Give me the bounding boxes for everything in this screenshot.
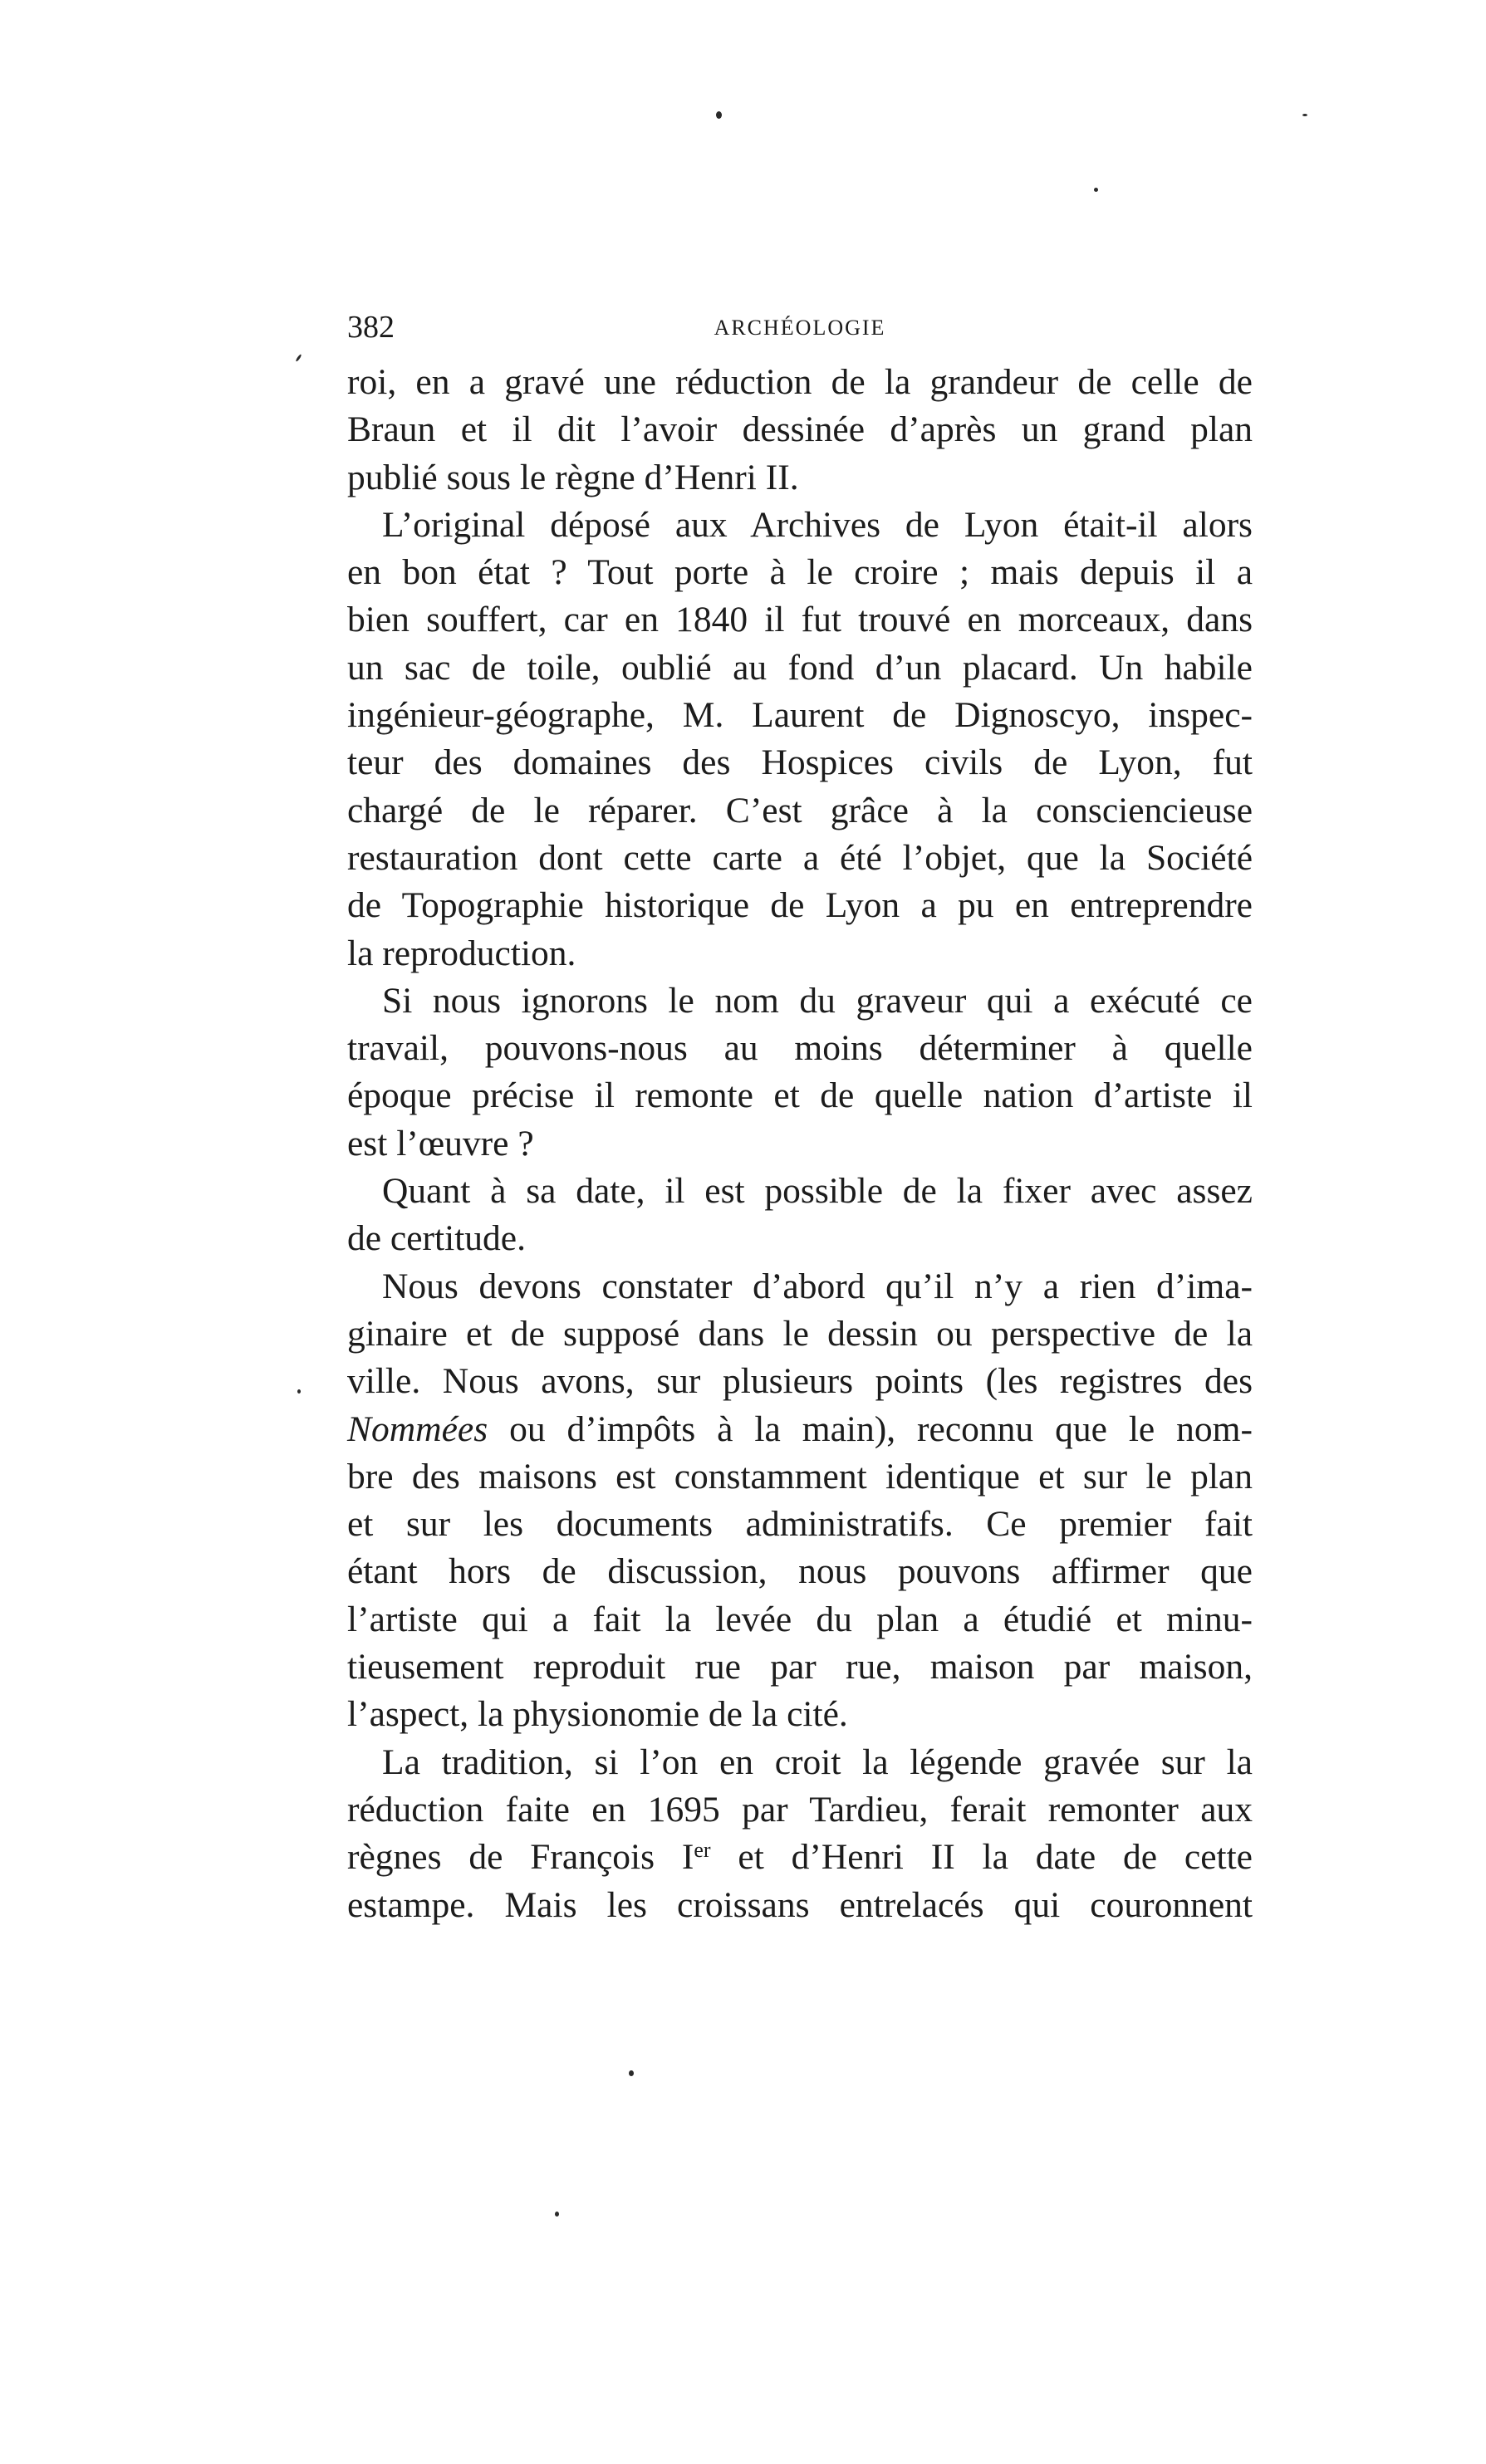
text-line: époque précise il remonte et de quelle nation d’artiste il [347, 1075, 1253, 1116]
page-number: 382 [347, 310, 395, 345]
line-segment: ou d’impôts à la main), reconnu que le nom- [488, 1408, 1253, 1449]
text-line: travail, pouvons-nous au moins déterminer à quelle [347, 1028, 1253, 1069]
scan-speck [1094, 188, 1098, 192]
text-line: de Topographie historique de Lyon a pu en entreprendre [347, 885, 1253, 926]
superscript: er [694, 1838, 711, 1863]
text-line: Braun et il dit l’avoir dessinée d’après un grand plan [347, 409, 1253, 450]
text-line: Nous devons constater d’abord qu’il n’y a rien d’ima- [382, 1266, 1253, 1306]
text-line: ginaire et de supposé dans le dessin ou perspective de la [347, 1313, 1253, 1354]
text-line [347, 1406, 1253, 1453]
text-line: l’aspect, la physionomie de la cité. [347, 1694, 848, 1735]
scan-speck [629, 2070, 634, 2076]
text-line: ville. Nous avons, sur plusieurs points (les registres des [347, 1361, 1253, 1402]
text-line: L’original déposé aux Archives de Lyon était-il alors [382, 504, 1253, 545]
body-text [347, 359, 1253, 1929]
text-line: en bon état ? Tout porte à le croire ; mais depuis il a [347, 552, 1253, 593]
page-header [347, 309, 1253, 350]
text-line: bien souffert, car en 1840 il fut trouvé en morceaux, dans [347, 600, 1253, 640]
line-segment: et d’Henri II la date de cette [710, 1837, 1253, 1878]
text-line: chargé de le réparer. C’est grâce à la consciencieuse [347, 790, 1253, 830]
text-line: teur des domaines des Hospices civils de Lyon, fut [347, 742, 1253, 783]
text-line [347, 1834, 1253, 1881]
line-segment: règnes de François I [347, 1837, 694, 1878]
text-line: roi, en a gravé une réduction de la grandeur de celle de [347, 362, 1253, 402]
text-line: Si nous ignorons le nom du graveur qui a exécuté ce [382, 980, 1253, 1021]
text-line: restauration dont cette carte a été l’objet, que la Société [347, 837, 1253, 878]
text-line: La tradition, si l’on en croit la légende gravée sur la [382, 1741, 1253, 1782]
text-line: publié sous le règne d’Henri II. [347, 457, 799, 497]
text-line: est l’œuvre ? [347, 1123, 534, 1163]
text-line: et sur les documents administratifs. Ce premier fait [347, 1504, 1253, 1545]
text-line: Quant à sa date, il est possible de la fixer avec assez [382, 1171, 1253, 1212]
text-line: bre des maisons est constamment identique et sur le plan [347, 1456, 1253, 1497]
running-head: ARCHÉOLOGIE [714, 316, 886, 340]
scan-speck [555, 2212, 559, 2217]
text-line: l’artiste qui a fait la levée du plan a étudié et minu- [347, 1599, 1253, 1639]
text-line: de certitude. [347, 1218, 526, 1259]
text-line: estampe. Mais les croissans entrelacés qui couronnent [347, 1884, 1253, 1925]
scan-speck [1302, 114, 1307, 116]
scan-speck [297, 1389, 301, 1394]
text-line: ingénieur-géographe, M. Laurent de Dignoscyo, inspec- [347, 695, 1253, 736]
text-line: réduction faite en 1695 par Tardieu, ferait remonter aux [347, 1789, 1253, 1830]
text-line: la reproduction. [347, 933, 576, 973]
scan-speck [716, 111, 722, 119]
text-line: étant hors de discussion, nous pouvons affirmer que [347, 1551, 1253, 1592]
italic-term: Nommées [347, 1408, 488, 1449]
scan-speck [295, 354, 302, 362]
text-line: un sac de toile, oublié au fond d’un placard. Un habile [347, 647, 1253, 688]
text-line: tieusement reproduit rue par rue, maison par maison, [347, 1647, 1253, 1688]
